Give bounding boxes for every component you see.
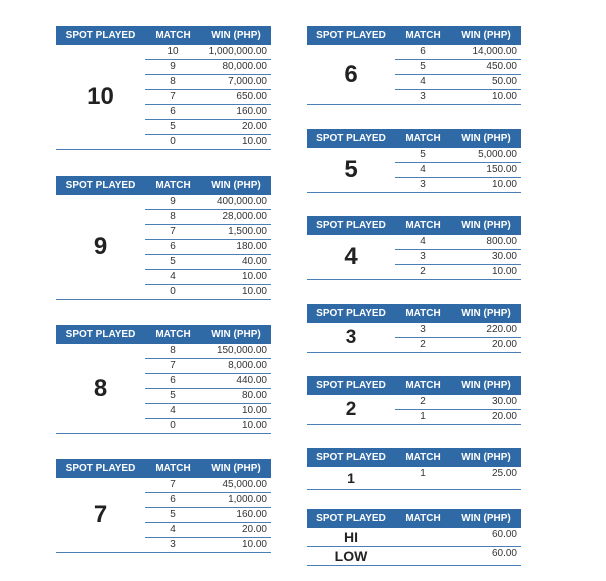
win-value: 50.00 <box>451 75 521 90</box>
match-value: 4 <box>395 163 451 178</box>
win-value: 60.00 <box>451 528 521 547</box>
match-value: 4 <box>395 235 451 250</box>
match-value: 3 <box>145 538 201 553</box>
header-spot-played: SPOT PLAYED <box>307 448 395 467</box>
prize-table-spot-7 <box>56 459 271 553</box>
header-match: MATCH <box>395 304 451 323</box>
header-win: WIN (PHP) <box>451 26 521 45</box>
match-value: 5 <box>145 389 201 404</box>
win-value: 10.00 <box>201 135 271 150</box>
win-value: 1,000.00 <box>201 493 271 508</box>
win-value: 80.00 <box>201 389 271 404</box>
match-value: 10 <box>145 45 201 60</box>
header-win: WIN (PHP) <box>451 216 521 235</box>
match-value: 5 <box>145 120 201 135</box>
win-value: 28,000.00 <box>201 210 271 225</box>
win-value: 10.00 <box>201 419 271 434</box>
header-spot-played: SPOT PLAYED <box>56 325 145 344</box>
match-value: 0 <box>145 419 201 434</box>
header-spot-played: SPOT PLAYED <box>307 26 395 45</box>
match-value: 7 <box>145 359 201 374</box>
win-value: 160.00 <box>201 508 271 523</box>
match-value: 0 <box>145 135 201 150</box>
match-value: 3 <box>395 178 451 193</box>
win-value: 5,000.00 <box>451 148 521 163</box>
header-spot-played: SPOT PLAYED <box>307 129 395 148</box>
header-win: WIN (PHP) <box>201 176 271 195</box>
win-value: 20.00 <box>451 410 521 425</box>
header-spot-played: SPOT PLAYED <box>56 176 145 195</box>
win-value: 1,000,000.00 <box>201 45 271 60</box>
win-value: 800.00 <box>451 235 521 250</box>
match-value: 7 <box>145 225 201 240</box>
header-match: MATCH <box>145 176 201 195</box>
prize-table-hi-low <box>307 509 521 566</box>
header-spot-played: SPOT PLAYED <box>56 459 145 478</box>
match-value: 6 <box>395 45 451 60</box>
win-value: 25.00 <box>451 467 521 490</box>
win-value: 45,000.00 <box>201 478 271 493</box>
header-win: WIN (PHP) <box>451 129 521 148</box>
win-value: 30.00 <box>451 395 521 410</box>
prize-table-spot-8 <box>56 325 271 434</box>
header-spot-played: SPOT PLAYED <box>307 304 395 323</box>
header-match: MATCH <box>395 129 451 148</box>
spot-played-value: 7 <box>56 478 145 553</box>
win-value: 10.00 <box>451 178 521 193</box>
win-value: 20.00 <box>451 338 521 353</box>
match-value: 6 <box>145 493 201 508</box>
win-value: 7,000.00 <box>201 75 271 90</box>
match-value: 8 <box>145 75 201 90</box>
match-value: 3 <box>395 90 451 105</box>
match-value: 3 <box>395 250 451 265</box>
prize-table-spot-3 <box>307 304 521 353</box>
spot-played-value: 2 <box>307 395 395 425</box>
match-value <box>395 528 451 547</box>
win-value: 220.00 <box>451 323 521 338</box>
spot-played-value: 5 <box>307 148 395 193</box>
win-value: 20.00 <box>201 523 271 538</box>
match-value: 7 <box>145 90 201 105</box>
match-value: 8 <box>145 344 201 359</box>
header-spot-played: SPOT PLAYED <box>307 216 395 235</box>
match-value: 7 <box>145 478 201 493</box>
match-value: 6 <box>145 105 201 120</box>
win-value: 10.00 <box>451 265 521 280</box>
header-win: WIN (PHP) <box>451 304 521 323</box>
win-value: 1,500.00 <box>201 225 271 240</box>
header-match: MATCH <box>395 509 451 528</box>
win-value: 8,000.00 <box>201 359 271 374</box>
header-win: WIN (PHP) <box>201 325 271 344</box>
prize-table-spot-4 <box>307 216 521 280</box>
match-value: 3 <box>395 323 451 338</box>
header-win: WIN (PHP) <box>201 26 271 45</box>
match-value: 1 <box>395 410 451 425</box>
header-match: MATCH <box>395 26 451 45</box>
spot-played-value: 3 <box>307 323 395 353</box>
header-match: MATCH <box>145 26 201 45</box>
spot-played-value: 1 <box>307 467 395 490</box>
match-value: 2 <box>395 395 451 410</box>
header-match: MATCH <box>395 376 451 395</box>
win-value: 20.00 <box>201 120 271 135</box>
header-match: MATCH <box>145 459 201 478</box>
header-spot-played: SPOT PLAYED <box>56 26 145 45</box>
header-win: WIN (PHP) <box>451 448 521 467</box>
match-value: 4 <box>145 270 201 285</box>
header-win: WIN (PHP) <box>451 509 521 528</box>
prize-table-spot-1 <box>307 448 521 490</box>
win-value: 14,000.00 <box>451 45 521 60</box>
win-value: 10.00 <box>201 538 271 553</box>
match-value: 4 <box>145 523 201 538</box>
header-win: WIN (PHP) <box>201 459 271 478</box>
spot-played-value: 4 <box>307 235 395 280</box>
match-value: 4 <box>145 404 201 419</box>
prize-table-spot-5 <box>307 129 521 193</box>
win-value: 10.00 <box>201 285 271 300</box>
header-win: WIN (PHP) <box>451 376 521 395</box>
header-spot-played: SPOT PLAYED <box>307 509 395 528</box>
prize-table-spot-2 <box>307 376 521 425</box>
win-value: 80,000.00 <box>201 60 271 75</box>
header-match: MATCH <box>395 448 451 467</box>
win-value: 440.00 <box>201 374 271 389</box>
spot-played-value: 9 <box>56 195 145 300</box>
win-value: 180.00 <box>201 240 271 255</box>
prize-table-spot-10 <box>56 26 271 150</box>
hi-label: HI <box>307 528 395 547</box>
match-value: 1 <box>395 467 451 490</box>
match-value: 0 <box>145 285 201 300</box>
win-value: 400,000.00 <box>201 195 271 210</box>
win-value: 650.00 <box>201 90 271 105</box>
win-value: 150.00 <box>451 163 521 178</box>
spot-played-value: 8 <box>56 344 145 434</box>
header-match: MATCH <box>395 216 451 235</box>
prize-table-spot-9 <box>56 176 271 300</box>
win-value: 30.00 <box>451 250 521 265</box>
match-value: 9 <box>145 60 201 75</box>
match-value: 9 <box>145 195 201 210</box>
header-match: MATCH <box>145 325 201 344</box>
match-value: 5 <box>145 255 201 270</box>
match-value: 2 <box>395 338 451 353</box>
win-value: 160.00 <box>201 105 271 120</box>
win-value: 10.00 <box>451 90 521 105</box>
match-value: 6 <box>145 374 201 389</box>
match-value <box>395 547 451 566</box>
spot-played-value: 6 <box>307 45 395 105</box>
win-value: 60.00 <box>451 547 521 566</box>
match-value: 2 <box>395 265 451 280</box>
match-value: 5 <box>395 60 451 75</box>
win-value: 150,000.00 <box>201 344 271 359</box>
win-value: 10.00 <box>201 270 271 285</box>
win-value: 450.00 <box>451 60 521 75</box>
win-value: 40.00 <box>201 255 271 270</box>
win-value: 10.00 <box>201 404 271 419</box>
match-value: 5 <box>145 508 201 523</box>
header-spot-played: SPOT PLAYED <box>307 376 395 395</box>
match-value: 8 <box>145 210 201 225</box>
match-value: 6 <box>145 240 201 255</box>
low-label: LOW <box>307 547 395 566</box>
spot-played-value: 10 <box>56 45 145 150</box>
match-value: 4 <box>395 75 451 90</box>
prize-table-spot-6 <box>307 26 521 105</box>
match-value: 5 <box>395 148 451 163</box>
